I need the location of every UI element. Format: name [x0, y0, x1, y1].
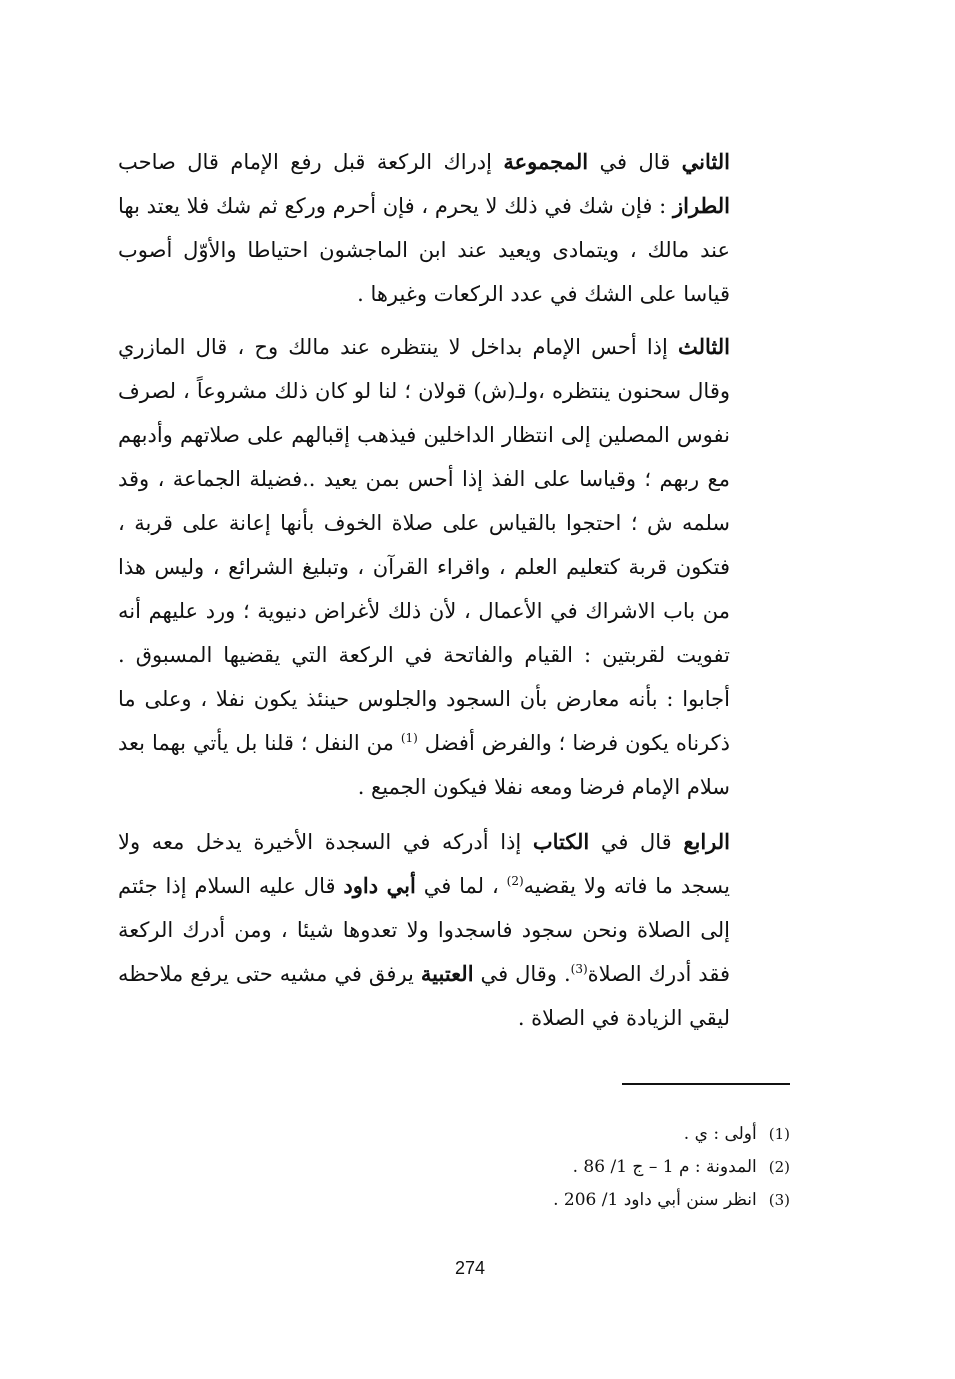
footnote-ref: (3) [570, 962, 588, 976]
source-term: الطراز [672, 193, 730, 218]
source-term: الكتاب [532, 829, 590, 854]
paragraph-fourth [118, 820, 730, 1040]
paragraph-third [118, 325, 730, 809]
paragraph-text: . وقال في [473, 962, 571, 986]
paragraph-text: يرفق في مشيه حتى يرفع ملاحظه ليقي الزيادة في الصلاة . [118, 962, 730, 1030]
paragraph-text: من النفل ؛ قلنا بل يأتي بهما بعد سلام الإمام فرضا ومعه نفلا فيكون الجميع . [118, 731, 730, 799]
footnote-divider [622, 1083, 790, 1085]
source-term: العتبية [420, 961, 474, 986]
paragraph-text: : فإن شك في ذلك لا يحرم ، فإن أحرم وركع ثم شك فلا يعتد بها عند مالك ، ويتمادى ويعيد عند ابن الماجشون احتياطا والأوّل أصوب قياسا على الشك في عدد الركعات وغيرها . [118, 194, 730, 306]
paragraph-text: قال في [588, 150, 682, 174]
footnote-number: (3) [768, 1191, 790, 1209]
source-term: المجموعة [503, 149, 589, 174]
footnote-number: (1) [768, 1125, 790, 1143]
footnote-text: المدونة : م 1 – ج 1/ 86 . [572, 1157, 757, 1177]
footnote-item [300, 1184, 790, 1217]
section-lead: الرابع [683, 829, 730, 854]
footnote-number: (2) [768, 1158, 790, 1176]
paragraph-text: قال عليه السلام إذا جئتم إلى الصلاة ونحن سجود فاسجدوا ولا تعدوها شيئا ، ومن أدرك الركعة فقد أدرك الصلاة [118, 874, 730, 986]
footnote-item [300, 1151, 790, 1184]
footnote-item [300, 1118, 790, 1151]
paragraph-text: قال في [589, 830, 684, 854]
source-term: أبي داود [343, 873, 416, 898]
page-number: 274 [454, 1258, 486, 1278]
footnote-ref: (2) [506, 874, 524, 888]
paragraph-second [118, 140, 730, 316]
section-lead: الثاني [681, 149, 730, 174]
paragraph-text: إذا أحس الإمام بداخل لا ينتظره عند مالك وح ، قال المازري وقال سحنون ينتظره ،ولـ(ش) قولان ؛ لنا لو كان ذلك مشروعاً ، لصرف نفوس المصلين إلى انتظار الداخلين فيذهب إقبالهم على صلاتهم وأدبهم مع ربهم ؛ وقياسا على الفذ إذا أحس بمن يعيد ..فضيلة الجماعة ، وقد سلمه ش ؛ احتجوا بالقياس على صلاة الخوف بأنها إعانة على قربة ، فتكون قربة كتعليم العلم ، واقراء القرآن ، وتبليغ الشرائع ، وليس هذا من باب الاشراك في الأعمال ، لأن ذلك لأغراض دنيوية ؛ ورد عليهم أنه تفويت لقربتين : القيام والفاتحة في الركعة التي يقضيها المسبوق . أجابوا : بأنه معارض بأن السجود والجلوس حينئذ يكون نفلا ، وعلى ما ذكرناه يكون فرضا ؛ والفرض أفضل [118, 335, 730, 755]
footnote-text: أولى : ي . [683, 1124, 757, 1144]
paragraph-text: إدراك الركعة قبل رفع الإمام قال صاحب [118, 150, 504, 174]
section-lead: الثالث [678, 334, 730, 359]
footnote-text: انظر سنن أبي داود 1/ 206 . [553, 1190, 757, 1210]
paragraph-text: إذا أدركه في السجدة الأخيرة يدخل معه ولا يسجد ما فاته ولا يقضيه [118, 830, 730, 898]
footnote-ref: (1) [400, 731, 418, 745]
footnotes [300, 1118, 790, 1217]
paragraph-text: ، لما في [415, 874, 507, 898]
